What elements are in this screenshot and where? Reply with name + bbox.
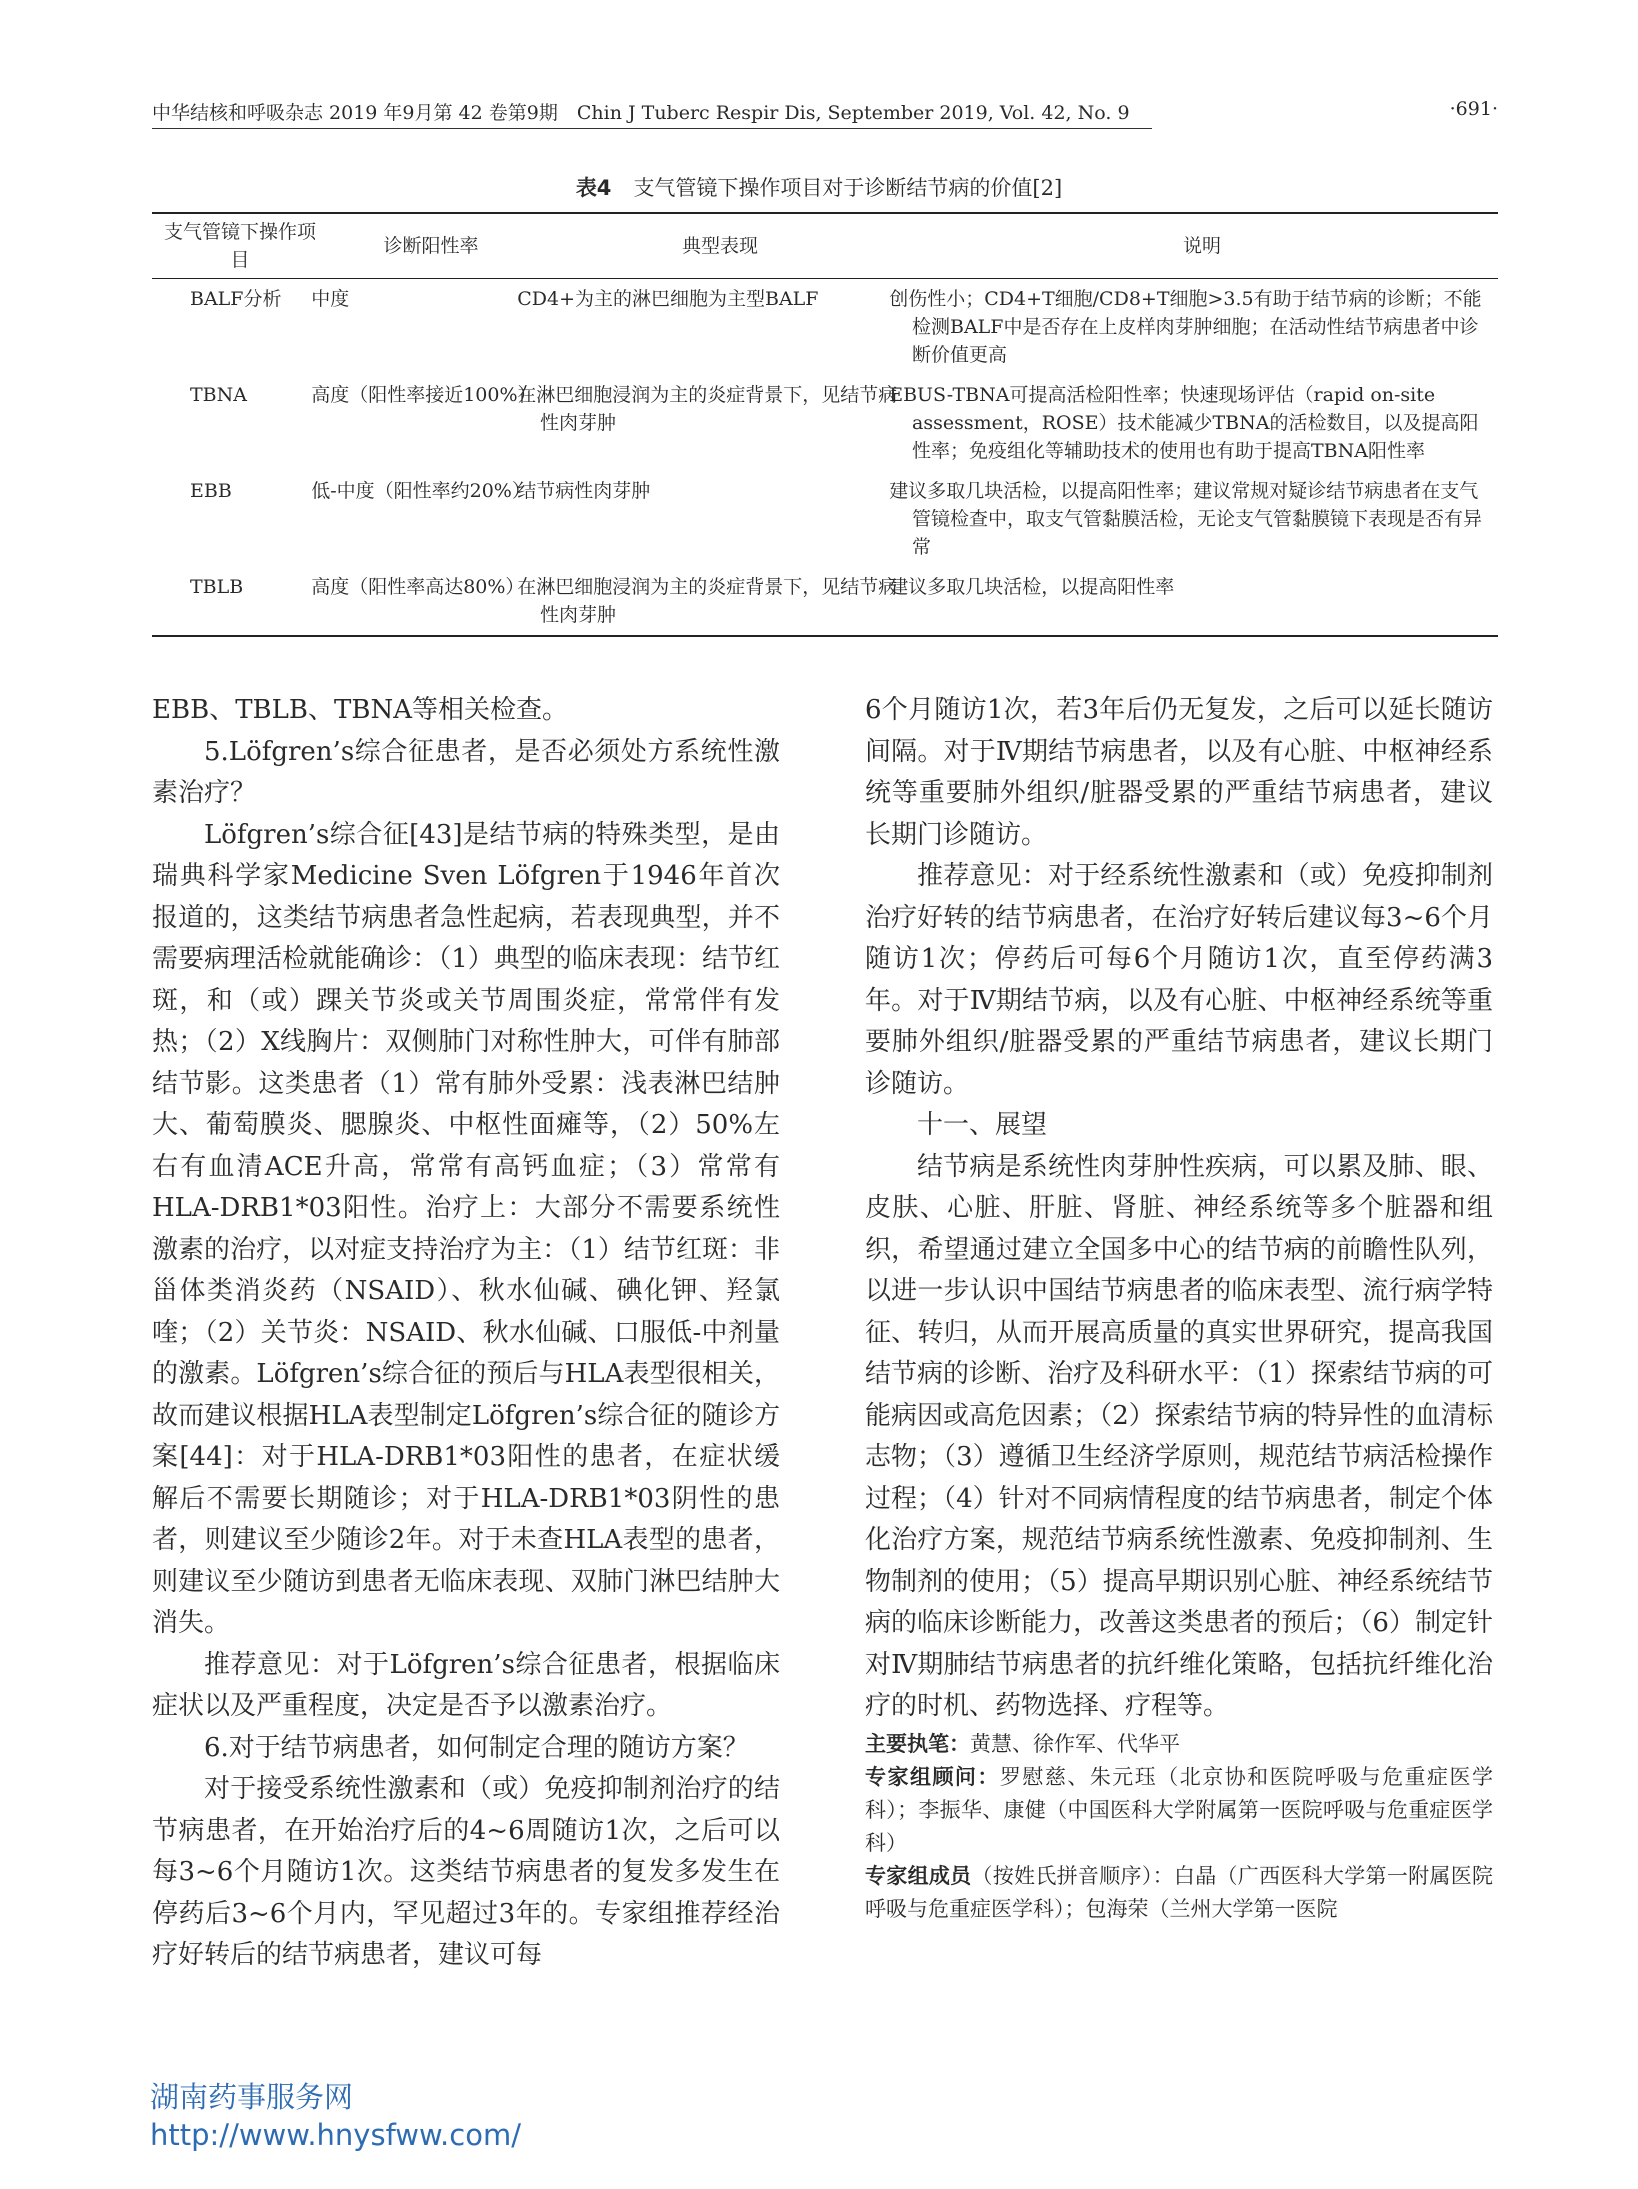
left-column <box>152 690 780 1977</box>
watermark-url: http://www.hnysfww.com/ <box>150 2118 521 2152</box>
credit-advisors: 专家组顾问：罗慰慈、朱元珏（北京协和医院呼吸与危重症医学科）；李振华、康健（中国医科大学附属第一医院呼吸与危重症医学科） <box>865 1764 1493 1855</box>
table-cell: 低-中度（阳性率约20%） <box>311 480 531 502</box>
paragraph: Löfgren’s综合征[43]是结节病的特殊类型，是由瑞典科学家Medicine Sven Löfgren于1946年首次报道的，这类结节病患者急性起病，若表现典型，并不需要病理活检就能确诊：（1）典型的临床表现：结节红斑，和（或）踝关节炎或关节周围炎症，常常伴有发热；（2）X线胸片：双侧肺门对称性肿大，可伴有肺部结节影。这类患者（1）常有肺外受累：浅表淋巴结肿大、葡萄膜炎、腮腺炎、中枢性面瘫等，（2）50%左右有血清ACE升高，常常有高钙血症；（3）常常有HLA-DRB1*03阳性。治疗上：大部分不需要系统性激素的治疗，以对症支持治疗为主：（1）结节红斑：非甾体类消炎药（NSAID）、秋水仙碱、碘化钾、羟氯喹；（2）关节炎：NSAID、秋水仙碱、口服低-中剂量的激素。Löfgren’s综合征的预后与HLA表型很相关，故而建议根据HLA表型制定Löfgren’s综合征的随诊方案[44]：对于HLA-DRB1*03阳性的患者，在症状缓解后不需要长期随诊；对于HLA-DRB1*03阴性的患者，则建议至少随诊2年。对于未查HLA表型的患者，则建议至少随访到患者无临床表现、双肺门淋巴结肿大消失。 <box>152 819 780 1638</box>
table-cell: 在淋巴细胞浸润为主的炎症背景下，见结节病性肉芽肿 <box>517 576 898 626</box>
table-cell: 建议多取几块活检，以提高阳性率；建议常规对疑诊结节病患者在支气管镜检查中，取支气管黏膜活检，无论支气管黏膜镜下表现是否有异常 <box>889 480 1483 558</box>
table-cell: 中度 <box>311 288 350 310</box>
credit-members: 专家组成员（按姓氏拼音顺序）：白晶（广西医科大学第一附属医院呼吸与危重症医学科）；包海荣（兰州大学第一医院 <box>865 1863 1494 1921</box>
table-row <box>152 471 1498 567</box>
journal-citation: 中华结核和呼吸杂志 2019 年9月第 42 卷第9期 Chin J Tuberc Respir Dis, September 2019, Vol. 42, No. 9 <box>152 102 1130 124</box>
table-cell: 高度（阳性率高达80%） <box>311 576 525 598</box>
credit-authors: 主要执笔：黄慧、徐作军、代华平 <box>865 1731 1180 1756</box>
table-row <box>152 375 1498 471</box>
table-cell: 创伤性小；CD4+T细胞/CD8+T细胞>3.5有助于结节病的诊断；不能检测BALF中是否存在上皮样肉芽肿细胞；在活动性结节病患者中诊断价值更高 <box>889 288 1482 366</box>
section-question-6: 6.对于结节病患者，如何制定合理的随访方案？ <box>204 1732 749 1763</box>
paragraph: EBB、TBLB、TBNA等相关检查。 <box>152 695 568 725</box>
table-cell: TBNA <box>190 384 247 406</box>
paragraph: 6个月随访1次，若3年后仍无复发，之后可以延长随访间隔。对于Ⅳ期结节病患者，以及有心脏、中枢神经系统等重要肺外组织/脏器受累的严重结节病患者，建议长期门诊随访。 <box>865 695 1493 850</box>
table-cell: 结节病性肉芽肿 <box>517 480 651 502</box>
table-cell: TBLB <box>190 576 244 598</box>
table-title: 支气管镜下操作项目对于诊断结节病的价值[2] <box>633 176 1063 200</box>
table-cell: EBUS-TBNA可提高活检阳性率；快速现场评估（rapid on-site assessment，ROSE）技术能减少TBNA的活检数目，以及提高阳性率；免疫组化等辅助技术的使用也有助于提高TBNA阳性率 <box>889 384 1479 462</box>
table-row <box>152 567 1498 636</box>
table-label: 表4 <box>575 176 612 200</box>
column-header: 诊断阳性率 <box>383 235 479 257</box>
section-heading-outlook: 十一、展望 <box>917 1110 1048 1140</box>
column-header: 典型表现 <box>681 235 758 257</box>
table-caption <box>0 172 1638 202</box>
paragraph: 对于接受系统性激素和（或）免疫抑制剂治疗的结节病患者，在开始治疗后的4~6周随访1次，之后可以每3~6个月随访1次。这类结节病患者的复发多发生在停药后3~6个月内，罕见超过3年的。专家组推荐经治疗好转后的结节病患者，建议可每 <box>152 1774 780 1970</box>
section-question-5: 5.Löfgren’s综合征患者，是否必须处方系统性激素治疗？ <box>152 736 780 808</box>
table-cell: 高度（阳性率接近100%） <box>311 384 537 406</box>
paragraph: 结节病是系统性肉芽肿性疾病，可以累及肺、眼、皮肤、心脏、肝脏、肾脏、神经系统等多个脏器和组织，希望通过建立全国多中心的结节病的前瞻性队列，以进一步认识中国结节病患者的临床表型、流行病学特征、转归，从而开展高质量的真实世界研究，提高我国结节病的诊断、治疗及科研水平：（1）探索结节病的可能病因或高危因素；（2）探索结节病的特异性的血清标志物；（3）遵循卫生经济学原则，规范结节病活检操作过程；（4）针对不同病情程度的结节病患者，制定个体化治疗方案，规范结节病系统性激素、免疫抑制剂、生物制剂的使用；（5）提高早期识别心脏、神经系统结节病的临床诊断能力，改善这类患者的预后；（6）制定针对Ⅳ期肺结节病患者的抗纤维化策略，包括抗纤维化治疗的时机、药物选择、疗程等。 <box>865 1151 1493 1721</box>
right-column <box>865 690 1493 1926</box>
table-cell: EBB <box>190 480 232 502</box>
recommendation: 推荐意见：对于经系统性激素和（或）免疫抑制剂治疗好转的结节病患者，在治疗好转后建议每3~6个月随访1次；停药后可每6个月随访1次，直至停药满3年。对于Ⅳ期结节病，以及有心脏、中枢神经系统等重要肺外组织/脏器受累的严重结节病患者，建议长期门诊随访。 <box>865 861 1493 1099</box>
table-cell: CD4+为主的淋巴细胞为主型BALF <box>517 288 819 310</box>
watermark <box>150 2078 521 2154</box>
table-cell: BALF分析 <box>190 288 282 310</box>
page-number: ·691· <box>1449 98 1498 120</box>
table-cell: 建议多取几块活检，以提高阳性率 <box>889 576 1175 598</box>
recommendation: 推荐意见：对于Löfgren’s综合征患者，根据临床症状以及严重程度，决定是否予以激素治疗。 <box>152 1649 780 1721</box>
column-header: 说明 <box>1182 235 1221 257</box>
table-cell: 在淋巴细胞浸润为主的炎症背景下，见结节病性肉芽肿 <box>517 384 898 434</box>
table-row <box>152 279 1498 376</box>
watermark-name: 湖南药事服务网 <box>150 2080 354 2114</box>
header-rule <box>152 128 1152 129</box>
table-header-row <box>152 213 1498 279</box>
column-header: 支气管镜下操作项目 <box>163 221 316 271</box>
diagnostic-value-table <box>152 212 1498 637</box>
